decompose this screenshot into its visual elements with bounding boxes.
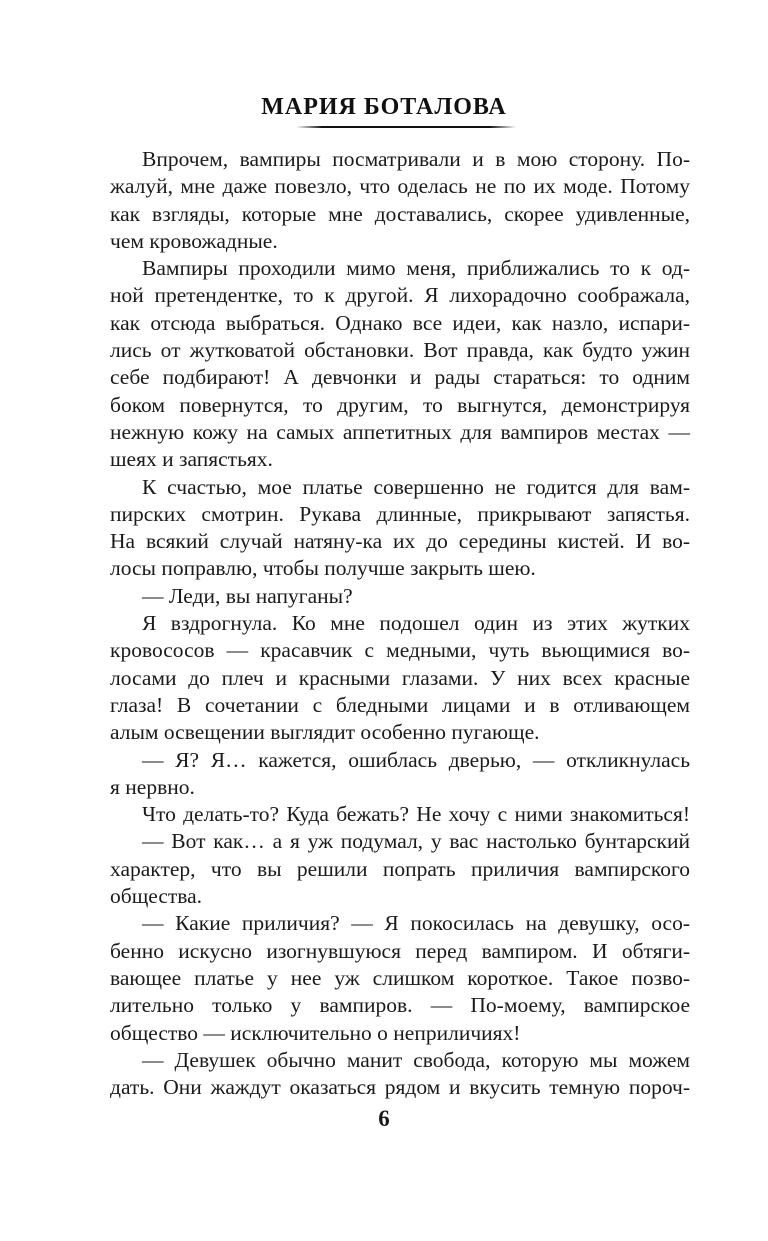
text-line: — Я? Я… кажется, ошиблась дверью, — откликнулась — [142, 747, 690, 772]
text-line: характер, что вы решили попрать приличия вампирского — [110, 856, 690, 881]
text-line: себе подбирают! А девчонки и рады стараться: то одним — [110, 365, 690, 390]
text-line: пирских смотрин. Рукава длинные, прикрывают запястья. — [110, 501, 690, 526]
text-line: Впрочем, вампиры посматривали и в мою сторону. По- — [142, 147, 690, 171]
text-line: — Девушек обычно манит свобода, которую мы можем — [142, 1047, 690, 1072]
text-line: Вампиры проходили мимо меня, приближались то к од- — [142, 256, 690, 281]
text-line: как отсюда выбраться. Однако все идеи, как назло, испари- — [110, 310, 690, 335]
body-text — [110, 146, 690, 1101]
header-rule — [296, 126, 516, 128]
text-line: нежную кожу на самых аппетитных для вампиров местах — — [110, 419, 690, 444]
text-line: общество — исключительно о неприличиях! — [110, 1020, 521, 1045]
text-line: лительно только у вампиров. — По-моему, вампирское — [110, 993, 690, 1018]
text-line: лосы поправлю, чтобы получше закрыть шею. — [110, 556, 536, 581]
author-name: МАРИЯ БОТАЛОВА — [261, 94, 507, 120]
text-line: алым освещении выглядит особенно пугающе. — [110, 720, 540, 745]
text-line: — Вот как… а я уж подумал, у вас настолько бунтарский — [142, 829, 690, 854]
text-line: К счастью, мое платье совершенно не годится для вам- — [142, 474, 690, 499]
text-line: бенно искусно изогнувшуюся перед вампиром. И обтяги- — [110, 938, 690, 963]
text-line: дать. Они жаждут оказаться рядом и вкусить темную пороч- — [110, 1075, 690, 1100]
text-line: общества. — [110, 884, 203, 909]
text-line: я нервно. — [110, 774, 195, 799]
text-line: жалуй, мне даже повезло, что оделась не по их моде. Потому — [110, 174, 690, 199]
text-line: — Какие приличия? — Я покосилась на девушку, осо- — [142, 911, 690, 936]
text-line: шеях и запястьях. — [110, 447, 273, 472]
text-line: ной претендентке, то к другой. Я лихорадочно соображала, — [110, 283, 690, 308]
page-number: 6 — [378, 1106, 390, 1131]
text-line: лосами до плеч и красными глазами. У них всех красные — [110, 665, 690, 690]
text-line: как взгляды, которые мне доставались, скорее удивленные, — [110, 201, 690, 226]
text-line: лись от жутковатой обстановки. Вот правда, как будто ужин — [110, 338, 690, 363]
text-line: кровососов — красавчик с медными, чуть вьющимися во- — [110, 638, 690, 663]
running-head — [0, 94, 768, 121]
text-line: Я вздрогнула. Ко мне подошел один из этих жутких — [142, 611, 690, 636]
text-line: глаза! В сочетании с бледными лицами и в отливающем — [110, 692, 690, 717]
text-line: вающее платье у нее уж слишком короткое. Такое позво- — [110, 965, 690, 990]
text-line: — Леди, вы напуганы? — [142, 583, 353, 608]
text-line: чем кровожадные. — [110, 228, 278, 253]
text-line: Что делать-то? Куда бежать? Не хочу с ними знакомиться! — [142, 802, 690, 827]
text-line: боком повернутся, то другим, то выгнутся, демонстрируя — [110, 392, 690, 417]
text-line: На всякий случай натяну-ка их до середины кистей. И во- — [110, 529, 690, 554]
